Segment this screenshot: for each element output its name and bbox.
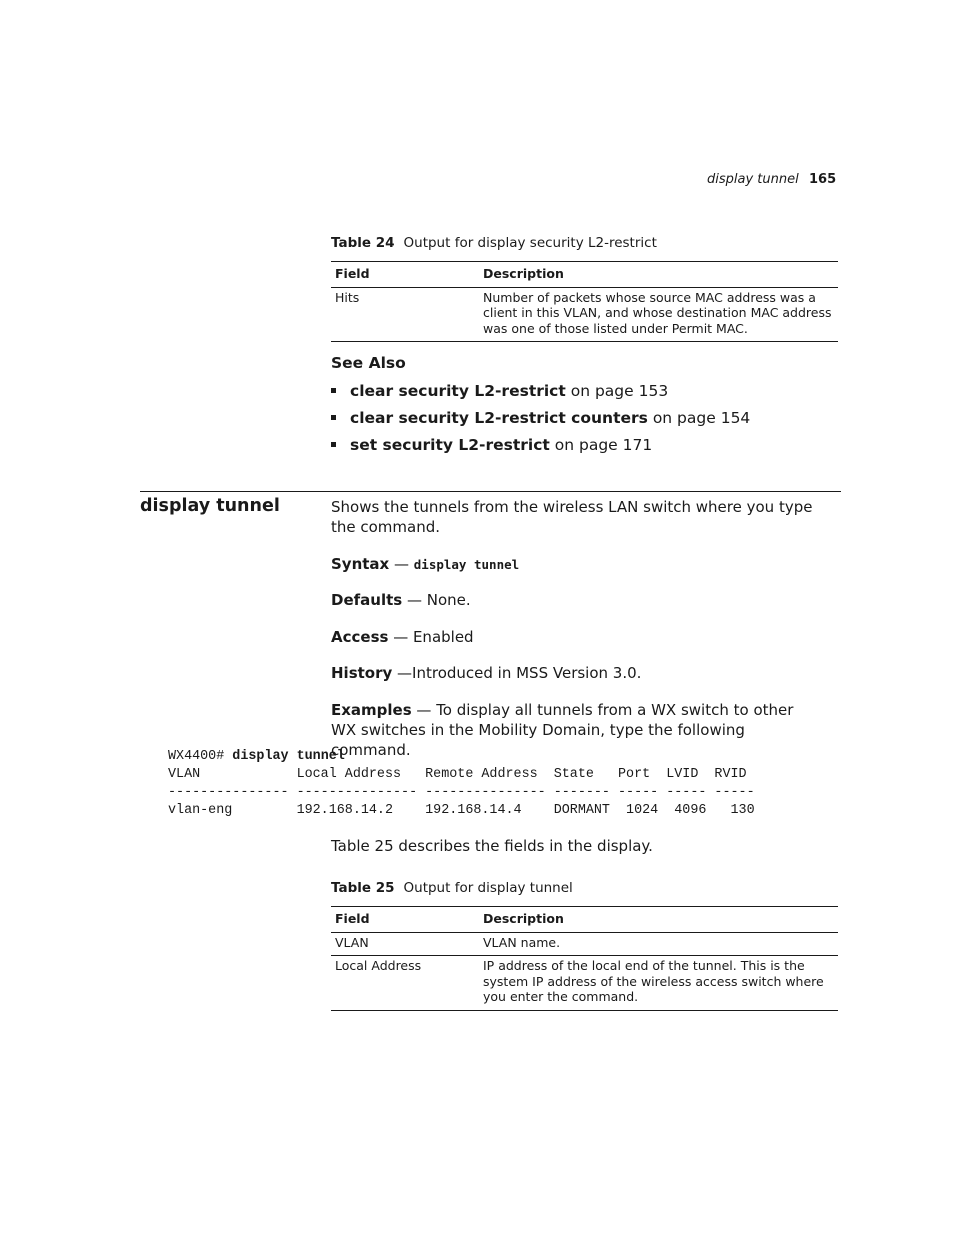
syntax-line — [331, 554, 519, 575]
table-row — [331, 932, 838, 956]
table-label: Table 24 — [331, 235, 395, 251]
access-line — [331, 627, 474, 647]
code-block — [168, 748, 755, 820]
table-cell: Hits — [331, 287, 479, 342]
table-label: Table 25 — [331, 880, 395, 896]
defaults-label: Defaults — [331, 591, 403, 609]
history-line — [331, 663, 641, 683]
see-also-heading: See Also — [331, 354, 406, 372]
section-divider — [140, 491, 841, 492]
table-row — [331, 287, 838, 342]
see-also-page-ref: on page 154 — [652, 409, 751, 427]
table-caption-text: Output for display security L2-restrict — [403, 235, 657, 251]
see-also-command: clear security L2-restrict counters — [350, 409, 648, 427]
table-cell: Number of packets whose source MAC address was a client in this VLAN, and whose destination MAC address was one of those listed under Permit MAC. — [479, 287, 838, 342]
syntax-label: Syntax — [331, 555, 390, 573]
column-header: Description — [479, 262, 838, 288]
table-cell: VLAN name. — [479, 932, 838, 956]
section-title: display tunnel — [140, 496, 280, 516]
bullet-icon — [331, 442, 336, 447]
see-also-page-ref: on page 153 — [570, 382, 669, 400]
code-line: vlan-eng 192.168.14.2 192.168.14.4 DORMANT 1024 4096 130 — [168, 803, 755, 818]
column-header: Field — [331, 907, 479, 933]
section-intro: Shows the tunnels from the wireless LAN switch where you type the command. — [331, 498, 813, 536]
table-24 — [331, 261, 838, 342]
table-caption-text: Output for display tunnel — [403, 880, 573, 896]
syntax-command: display tunnel — [413, 557, 520, 572]
table-header-row — [331, 262, 838, 288]
table-25-caption — [331, 880, 573, 896]
bullet-icon — [331, 388, 336, 393]
table-row — [331, 956, 838, 1011]
history-text: —Introduced in MSS Version 3.0. — [392, 664, 642, 682]
see-also-page-ref: on page 171 — [554, 436, 653, 454]
see-also-item[interactable] — [331, 382, 668, 400]
table-24-caption — [331, 235, 657, 251]
column-header: Field — [331, 262, 479, 288]
see-also-command: set security L2-restrict — [350, 436, 550, 454]
syntax-separator: — — [389, 555, 414, 573]
examples-label: Examples — [331, 701, 412, 719]
code-prompt: WX4400# — [168, 749, 233, 764]
examples-text: — To display all tunnels from a WX switch to other WX switches in the Mobility Domain, type the following command. — [331, 701, 794, 759]
code-command: display tunnel — [232, 749, 345, 764]
see-also-item[interactable] — [331, 409, 750, 427]
table-cell: Local Address — [331, 956, 479, 1011]
access-label: Access — [331, 628, 389, 646]
table-reference-text: Table 25 describes the fields in the display. — [331, 837, 653, 855]
table-header-row — [331, 907, 838, 933]
running-header-title: display tunnel — [707, 172, 799, 187]
column-header: Description — [479, 907, 838, 933]
see-also-item[interactable] — [331, 436, 652, 454]
code-line: --------------- --------------- --------------- ------- ----- ----- ----- — [168, 785, 755, 800]
access-text: — Enabled — [388, 628, 474, 646]
defaults-line — [331, 590, 471, 610]
code-line: VLAN Local Address Remote Address State Port LVID RVID — [168, 767, 747, 782]
bullet-icon — [331, 415, 336, 420]
see-also-command: clear security L2-restrict — [350, 382, 566, 400]
page-number: 165 — [809, 172, 837, 187]
table-cell: VLAN — [331, 932, 479, 956]
table-cell: IP address of the local end of the tunnel. This is the system IP address of the wireless access switch where you enter the command. — [479, 956, 838, 1011]
defaults-text: — None. — [402, 591, 471, 609]
table-25 — [331, 906, 838, 1011]
history-label: History — [331, 664, 393, 682]
